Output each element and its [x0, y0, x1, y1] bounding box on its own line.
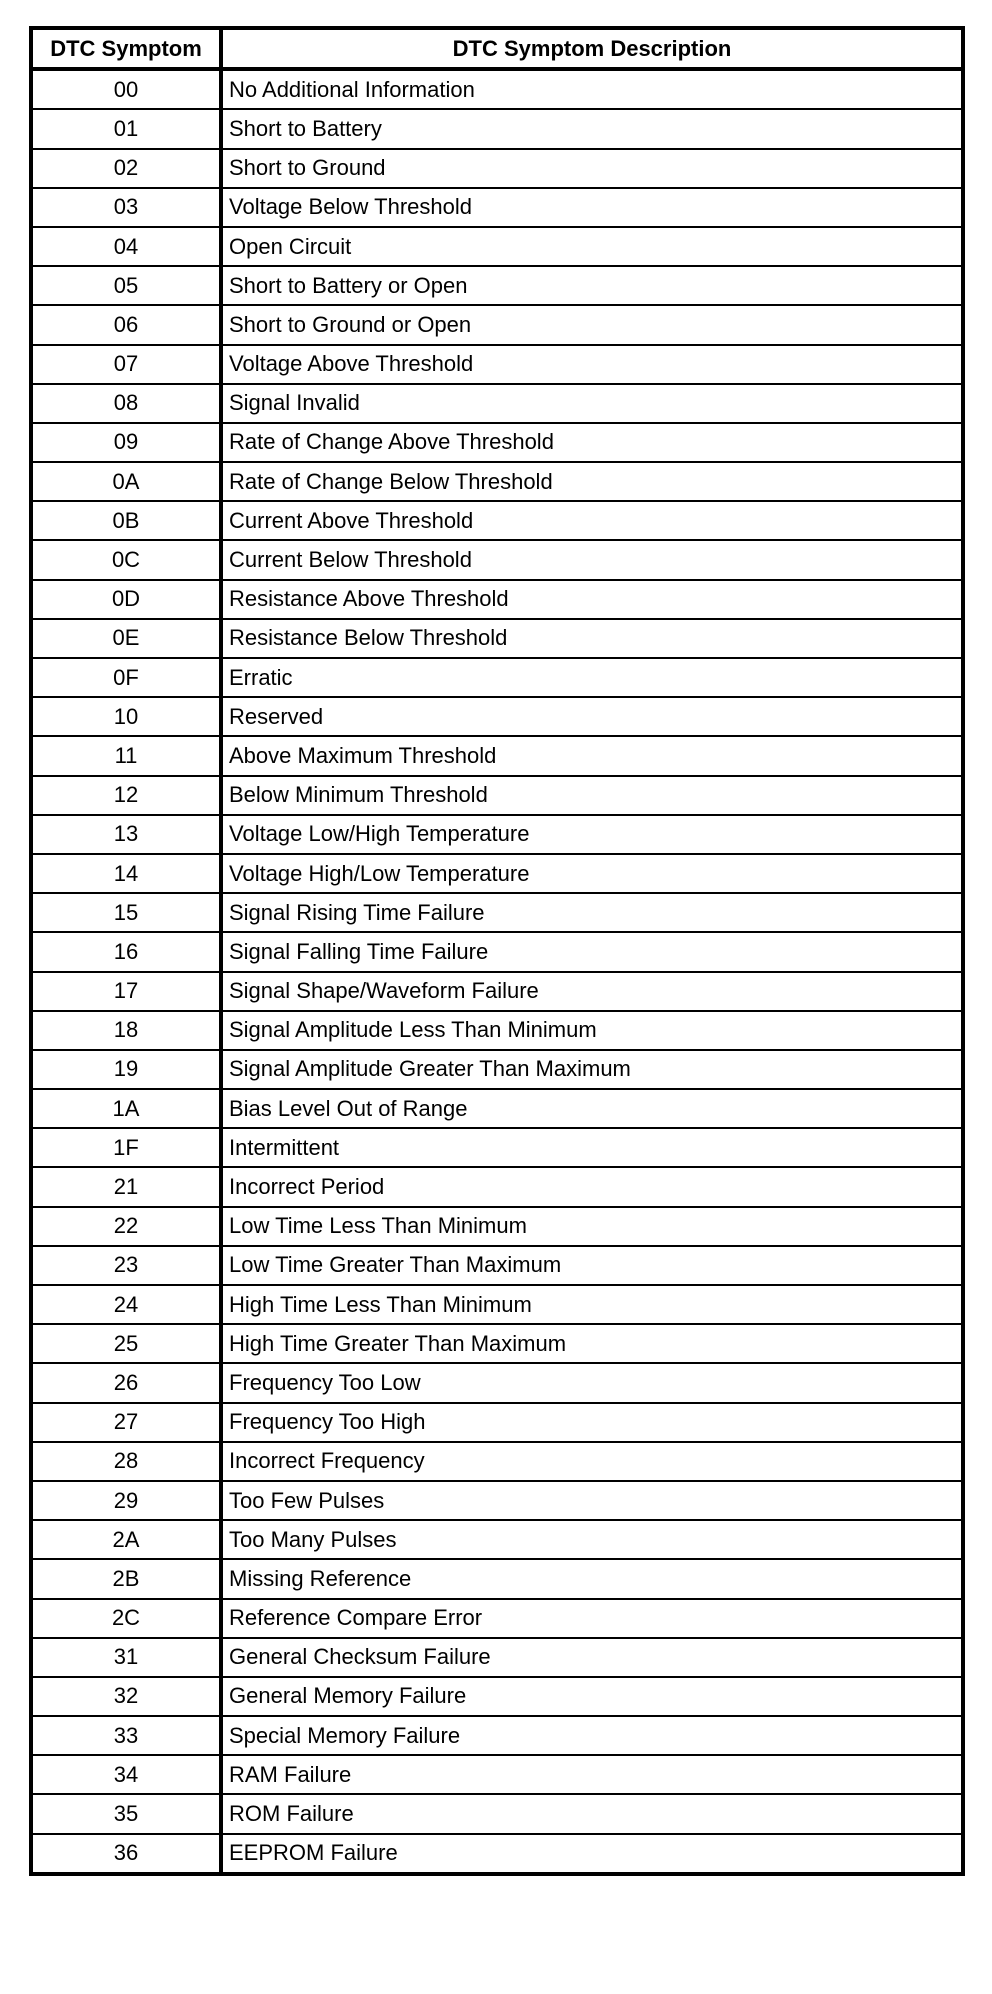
dtc-symptom-description: Voltage Low/High Temperature [221, 815, 963, 854]
table-row [31, 932, 963, 971]
dtc-symptom-description: Resistance Below Threshold [221, 619, 963, 658]
table-row [31, 188, 963, 227]
table-row [31, 1834, 963, 1874]
table-row [31, 540, 963, 579]
dtc-symptom-code: 03 [31, 188, 221, 227]
dtc-symptom-description: General Checksum Failure [221, 1638, 963, 1677]
dtc-symptom-code: 31 [31, 1638, 221, 1677]
table-row [31, 1755, 963, 1794]
dtc-symptom-description: No Additional Information [221, 69, 963, 109]
table-row [31, 619, 963, 658]
dtc-symptom-description: Reserved [221, 697, 963, 736]
dtc-symptom-description: Short to Ground [221, 149, 963, 188]
table-row [31, 1559, 963, 1598]
dtc-symptom-description: ROM Failure [221, 1794, 963, 1833]
table-row [31, 1011, 963, 1050]
dtc-symptom-code: 36 [31, 1834, 221, 1874]
table-row [31, 854, 963, 893]
table-row [31, 1324, 963, 1363]
dtc-symptom-code: 17 [31, 972, 221, 1011]
table-row [31, 736, 963, 775]
dtc-symptom-code: 19 [31, 1050, 221, 1089]
table-row [31, 580, 963, 619]
dtc-symptom-description: Signal Rising Time Failure [221, 893, 963, 932]
dtc-symptom-code: 22 [31, 1207, 221, 1246]
dtc-symptom-description: Bias Level Out of Range [221, 1089, 963, 1128]
dtc-symptom-description: Signal Amplitude Greater Than Maximum [221, 1050, 963, 1089]
dtc-symptom-description: Voltage Above Threshold [221, 345, 963, 384]
table-row [31, 1128, 963, 1167]
dtc-symptom-code: 14 [31, 854, 221, 893]
dtc-symptom-table [29, 26, 965, 1876]
table-row [31, 1520, 963, 1559]
dtc-symptom-code: 0C [31, 540, 221, 579]
dtc-symptom-code: 27 [31, 1403, 221, 1442]
dtc-symptom-code: 0B [31, 501, 221, 540]
dtc-symptom-description: Above Maximum Threshold [221, 736, 963, 775]
dtc-symptom-description: Too Many Pulses [221, 1520, 963, 1559]
dtc-symptom-description: Signal Amplitude Less Than Minimum [221, 1011, 963, 1050]
dtc-symptom-description: EEPROM Failure [221, 1834, 963, 1874]
table-row [31, 1794, 963, 1833]
table-row [31, 501, 963, 540]
dtc-symptom-description: General Memory Failure [221, 1677, 963, 1716]
dtc-symptom-description: Short to Battery [221, 109, 963, 148]
table-row [31, 972, 963, 1011]
dtc-symptom-code: 32 [31, 1677, 221, 1716]
dtc-symptom-code: 05 [31, 266, 221, 305]
table-row [31, 1167, 963, 1206]
table-header-row [31, 28, 963, 69]
dtc-symptom-description: Low Time Greater Than Maximum [221, 1246, 963, 1285]
dtc-symptom-code: 09 [31, 423, 221, 462]
dtc-symptom-description: Current Above Threshold [221, 501, 963, 540]
table-row [31, 893, 963, 932]
dtc-symptom-description: Frequency Too Low [221, 1363, 963, 1402]
table-row [31, 815, 963, 854]
table-row [31, 1207, 963, 1246]
dtc-symptom-code: 25 [31, 1324, 221, 1363]
dtc-symptom-code: 0F [31, 658, 221, 697]
dtc-symptom-code: 0D [31, 580, 221, 619]
dtc-symptom-description: Low Time Less Than Minimum [221, 1207, 963, 1246]
table-row [31, 345, 963, 384]
table-row [31, 1363, 963, 1402]
dtc-symptom-code: 0E [31, 619, 221, 658]
table-row [31, 1089, 963, 1128]
table-row [31, 1246, 963, 1285]
dtc-symptom-code: 07 [31, 345, 221, 384]
dtc-symptom-description: Special Memory Failure [221, 1716, 963, 1755]
dtc-symptom-description: Reference Compare Error [221, 1599, 963, 1638]
dtc-symptom-description: High Time Less Than Minimum [221, 1285, 963, 1324]
dtc-symptom-code: 0A [31, 462, 221, 501]
dtc-symptom-description: Voltage Below Threshold [221, 188, 963, 227]
table-row [31, 1442, 963, 1481]
dtc-symptom-code: 08 [31, 384, 221, 423]
dtc-symptom-code: 11 [31, 736, 221, 775]
table-row [31, 423, 963, 462]
dtc-symptom-code: 24 [31, 1285, 221, 1324]
dtc-symptom-code: 23 [31, 1246, 221, 1285]
dtc-symptom-description: Short to Ground or Open [221, 305, 963, 344]
dtc-symptom-description: Signal Invalid [221, 384, 963, 423]
dtc-symptom-code: 02 [31, 149, 221, 188]
dtc-symptom-description: Resistance Above Threshold [221, 580, 963, 619]
dtc-symptom-description: Erratic [221, 658, 963, 697]
dtc-symptom-code: 28 [31, 1442, 221, 1481]
dtc-symptom-code: 06 [31, 305, 221, 344]
dtc-symptom-code: 21 [31, 1167, 221, 1206]
dtc-symptom-code: 10 [31, 697, 221, 736]
table-row [31, 305, 963, 344]
table-row [31, 658, 963, 697]
dtc-symptom-code: 1F [31, 1128, 221, 1167]
dtc-symptom-description: High Time Greater Than Maximum [221, 1324, 963, 1363]
table-body [31, 69, 963, 1874]
dtc-symptom-code: 16 [31, 932, 221, 971]
dtc-symptom-code: 01 [31, 109, 221, 148]
dtc-symptom-code: 15 [31, 893, 221, 932]
column-header-description: DTC Symptom Description [221, 28, 963, 69]
dtc-symptom-code: 18 [31, 1011, 221, 1050]
dtc-symptom-code: 2B [31, 1559, 221, 1598]
dtc-symptom-code: 00 [31, 69, 221, 109]
dtc-symptom-code: 33 [31, 1716, 221, 1755]
dtc-symptom-description: Missing Reference [221, 1559, 963, 1598]
dtc-symptom-description: Incorrect Frequency [221, 1442, 963, 1481]
dtc-symptom-description: Short to Battery or Open [221, 266, 963, 305]
table-row [31, 1599, 963, 1638]
table-row [31, 69, 963, 109]
table-row [31, 1403, 963, 1442]
dtc-symptom-description: Too Few Pulses [221, 1481, 963, 1520]
dtc-symptom-description: Open Circuit [221, 227, 963, 266]
table-row [31, 384, 963, 423]
table-row [31, 1285, 963, 1324]
dtc-symptom-code: 12 [31, 776, 221, 815]
table-row [31, 462, 963, 501]
dtc-symptom-code: 2C [31, 1599, 221, 1638]
table-row [31, 1481, 963, 1520]
dtc-symptom-code: 1A [31, 1089, 221, 1128]
dtc-symptom-description: Current Below Threshold [221, 540, 963, 579]
dtc-symptom-description: Below Minimum Threshold [221, 776, 963, 815]
dtc-symptom-description: Signal Falling Time Failure [221, 932, 963, 971]
dtc-symptom-code: 2A [31, 1520, 221, 1559]
table-row [31, 1638, 963, 1677]
dtc-symptom-description: Signal Shape/Waveform Failure [221, 972, 963, 1011]
dtc-symptom-code: 04 [31, 227, 221, 266]
dtc-symptom-description: Rate of Change Below Threshold [221, 462, 963, 501]
dtc-symptom-description: Intermittent [221, 1128, 963, 1167]
table-row [31, 266, 963, 305]
dtc-symptom-code: 35 [31, 1794, 221, 1833]
table-row [31, 1050, 963, 1089]
dtc-symptom-description: Frequency Too High [221, 1403, 963, 1442]
dtc-symptom-code: 13 [31, 815, 221, 854]
table-row [31, 109, 963, 148]
dtc-symptom-description: RAM Failure [221, 1755, 963, 1794]
table-row [31, 227, 963, 266]
dtc-symptom-description: Incorrect Period [221, 1167, 963, 1206]
dtc-symptom-code: 29 [31, 1481, 221, 1520]
dtc-symptom-description: Rate of Change Above Threshold [221, 423, 963, 462]
dtc-symptom-code: 26 [31, 1363, 221, 1402]
dtc-symptom-code: 34 [31, 1755, 221, 1794]
table-row [31, 776, 963, 815]
table-row [31, 1677, 963, 1716]
table-row [31, 697, 963, 736]
table-row [31, 149, 963, 188]
table-row [31, 1716, 963, 1755]
dtc-symptom-description: Voltage High/Low Temperature [221, 854, 963, 893]
column-header-code: DTC Symptom [31, 28, 221, 69]
